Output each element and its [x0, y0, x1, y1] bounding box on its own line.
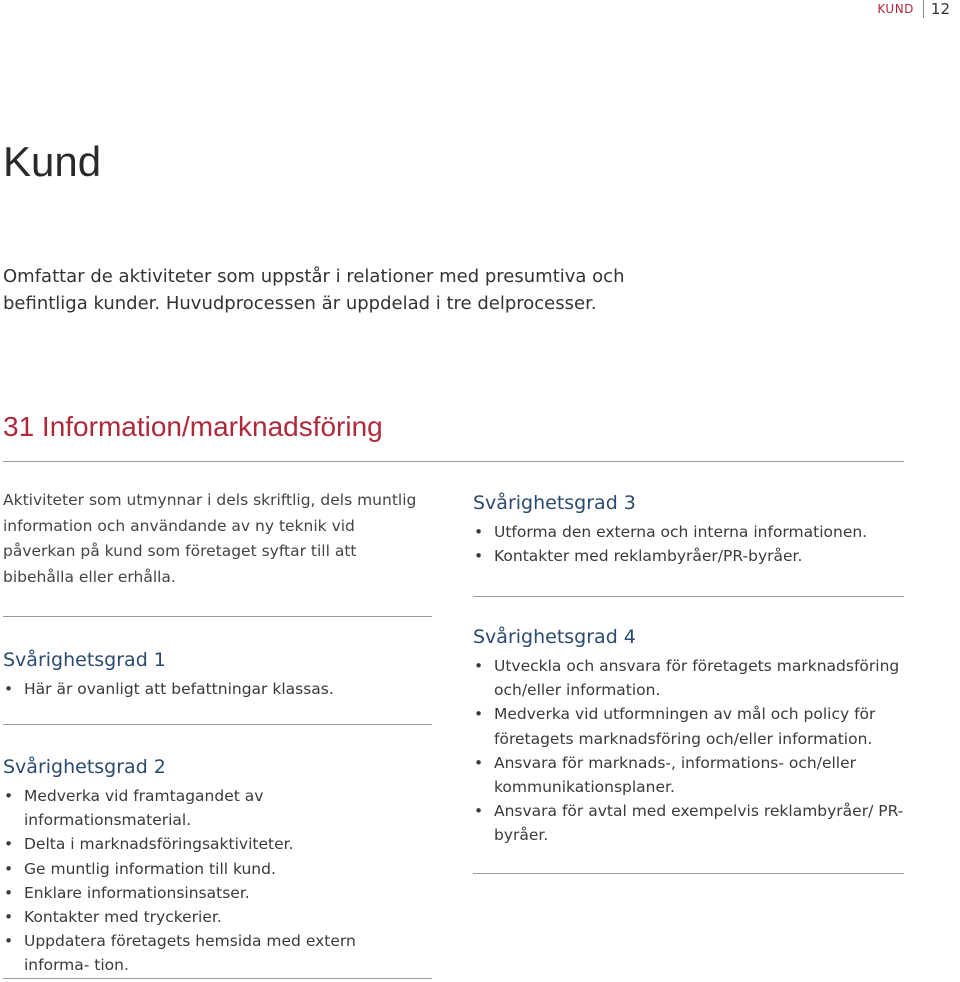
list-item-text: Ge muntlig information till kund.: [24, 859, 276, 878]
bullet-icon: •: [4, 859, 14, 878]
bullet-icon: •: [4, 680, 14, 698]
level-block-4: [473, 624, 903, 848]
level-block-1: [3, 647, 433, 701]
running-head-section: KUND: [877, 2, 914, 16]
bullet-icon: •: [4, 883, 14, 902]
list-item-text: Enklare informationsinsatser.: [24, 883, 250, 902]
list-item-text: Ansvara för avtal med exempelvis reklambyråer/ PR-byråer.: [494, 802, 904, 845]
section-divider: [3, 461, 904, 462]
level-block-3: [473, 490, 903, 568]
level-list: [473, 654, 903, 848]
list-item: [3, 881, 433, 905]
page-title: Kund: [3, 138, 102, 185]
left-column-divider-2: [3, 724, 432, 725]
bullet-icon: •: [474, 523, 484, 541]
section-description: Aktiviteter som utmynnar i dels skriftlig, dels muntlig information och användande av ny teknik vid påverkan på kund som företaget syftar till att bibehålla eller erhålla.: [3, 491, 417, 586]
list-item: [3, 677, 433, 701]
level-title: Svårighetsgrad 3: [473, 492, 636, 514]
list-item-text: Här är ovanligt att befattningar klassas.: [24, 680, 334, 698]
bullet-icon: •: [4, 787, 14, 805]
list-item-text: Uppdatera företagets hemsida med extern informa- tion.: [24, 932, 356, 975]
bullet-icon: •: [474, 705, 484, 724]
list-item: [473, 799, 904, 847]
list-item-text: Utveckla och ansvara för företagets marknadsföring och/eller information.: [494, 657, 900, 700]
bullet-icon: •: [4, 835, 14, 854]
list-item: [473, 544, 903, 568]
list-item: [473, 702, 903, 750]
list-item-text: Kontakter med reklambyråer/PR-byråer.: [494, 547, 803, 566]
page-number: 12: [930, 0, 950, 18]
left-column-divider-1: [3, 616, 432, 617]
level-title: Svårighetsgrad 1: [3, 649, 166, 671]
list-item: [3, 929, 424, 977]
list-item: [473, 751, 903, 799]
list-item-text: Medverka vid utformningen av mål och policy för företagets marknadsföring och/eller information.: [494, 705, 876, 748]
list-item-text: Delta i marknadsföringsaktiviteter.: [24, 835, 294, 854]
list-item: [3, 784, 433, 832]
section-title: 31 Information/marknadsföring: [3, 411, 383, 442]
bullet-icon: •: [474, 657, 484, 675]
list-item-text: Kontakter med tryckerier.: [24, 908, 222, 927]
list-item-text: Medverka vid framtagandet av informationsmaterial.: [24, 787, 264, 830]
list-item: [473, 654, 903, 702]
level-list: [473, 520, 903, 568]
level-list: [3, 677, 433, 701]
bullet-icon: •: [4, 932, 14, 951]
list-item-text: Utforma den externa och interna informationen.: [494, 523, 868, 541]
right-column-divider-1: [473, 596, 904, 597]
bullet-icon: •: [474, 547, 484, 566]
running-head-divider: [923, 0, 924, 18]
right-column-divider-2: [473, 873, 904, 874]
left-column-divider-3: [3, 978, 432, 979]
bullet-icon: •: [4, 908, 14, 927]
level-title: Svårighetsgrad 4: [473, 626, 636, 648]
list-item: [473, 520, 903, 544]
level-list: [3, 784, 433, 978]
intro-paragraph: Omfattar de aktiviteter som uppstår i relationer med presumtiva och befintliga kunder. Huvudprocessen är uppdelad i tre delprocesser.: [3, 266, 625, 314]
list-item: [3, 857, 433, 881]
list-item-text: Ansvara för marknads-, informations- och/eller kommunikationsplaner.: [494, 753, 857, 797]
list-item: [3, 832, 433, 856]
bullet-icon: •: [474, 802, 484, 821]
bullet-icon: •: [474, 753, 484, 772]
running-head: [877, 0, 950, 18]
level-block-2: [3, 754, 433, 978]
list-item: [3, 905, 433, 929]
level-title: Svårighetsgrad 2: [3, 756, 166, 778]
